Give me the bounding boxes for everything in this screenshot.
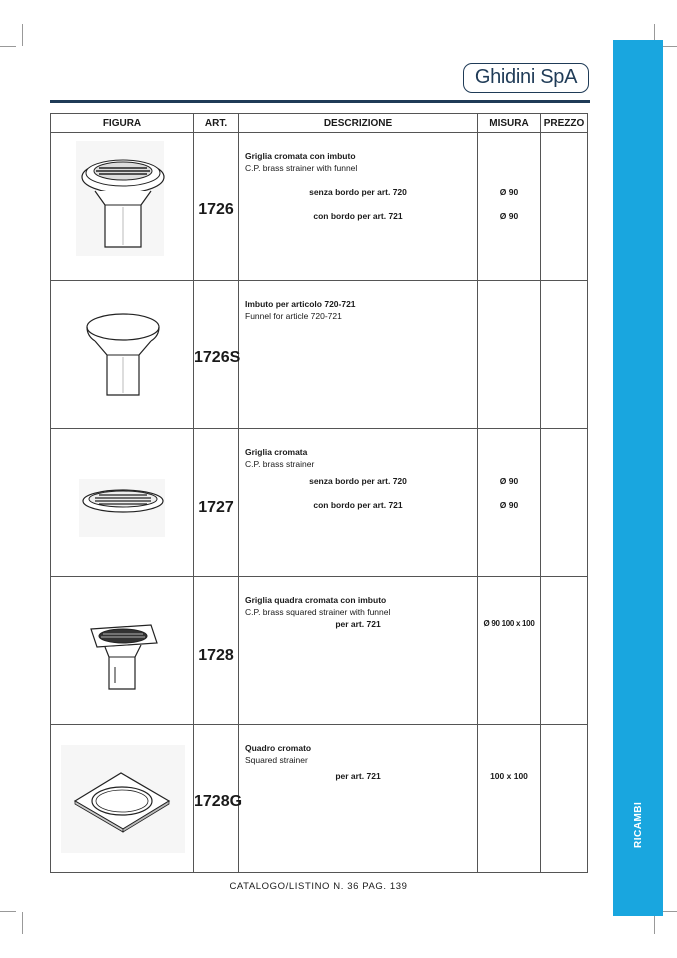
price-cell bbox=[541, 133, 588, 281]
description-cell bbox=[239, 577, 478, 725]
price-cell bbox=[541, 281, 588, 429]
price-cell bbox=[541, 725, 588, 873]
price-cell bbox=[541, 577, 588, 725]
square-strainer-with-funnel-icon bbox=[51, 577, 194, 724]
option-text: con bordo per art. 721 bbox=[313, 211, 403, 221]
side-tab-label: RICAMBI bbox=[633, 801, 644, 848]
measure-cell bbox=[478, 133, 541, 281]
side-tab bbox=[613, 40, 663, 916]
round-strainer-icon bbox=[51, 429, 194, 576]
header-figura: FIGURA bbox=[51, 114, 194, 133]
table-row bbox=[51, 281, 588, 429]
header-art: ART. bbox=[194, 114, 239, 133]
description-cell bbox=[239, 725, 478, 873]
header-misura: MISURA bbox=[478, 114, 541, 133]
measure-cell bbox=[478, 577, 541, 725]
measure-cell bbox=[478, 725, 541, 873]
art-cell bbox=[194, 429, 239, 577]
price-cell bbox=[541, 429, 588, 577]
description-subtitle: C.P. brass squared strainer with funnel bbox=[245, 607, 391, 617]
square-frame-icon bbox=[51, 725, 194, 872]
measure-value: Ø 90 bbox=[499, 476, 519, 486]
catalog-table bbox=[50, 113, 588, 873]
art-number: 1728G bbox=[194, 793, 243, 810]
description-title: Griglia quadra cromata con imbuto bbox=[245, 595, 387, 605]
crop-mark bbox=[0, 46, 16, 47]
page-footer: CATALOGO/LISTINO N. 36 PAG. 139 bbox=[229, 881, 408, 892]
description-subtitle: C.P. brass strainer with funnel bbox=[245, 163, 358, 173]
option-text: senza bordo per art. 720 bbox=[309, 187, 407, 197]
table-row bbox=[51, 577, 588, 725]
description-title: Quadro cromato bbox=[245, 743, 312, 753]
figure-cell bbox=[51, 725, 194, 873]
measure-value: Ø 90 bbox=[499, 187, 519, 197]
option-text: per art. 721 bbox=[335, 619, 381, 629]
measure-cell bbox=[478, 281, 541, 429]
table-row bbox=[51, 725, 588, 873]
table-row bbox=[51, 133, 588, 281]
description-cell bbox=[239, 133, 478, 281]
measure-value: Ø 90 bbox=[499, 211, 519, 221]
crop-mark bbox=[661, 46, 677, 47]
crop-mark bbox=[0, 911, 16, 912]
measure-value: Ø 90 bbox=[499, 500, 519, 510]
option-text: per art. 721 bbox=[335, 771, 381, 781]
table-header-row bbox=[51, 114, 588, 133]
description-subtitle: Funnel for article 720-721 bbox=[245, 311, 342, 321]
description-subtitle: C.P. brass strainer bbox=[245, 459, 315, 469]
header-descrizione: DESCRIZIONE bbox=[239, 114, 478, 133]
description-subtitle: Squared strainer bbox=[245, 755, 308, 765]
table-row bbox=[51, 429, 588, 577]
art-cell bbox=[194, 725, 243, 873]
art-cell bbox=[194, 577, 239, 725]
art-number: 1728 bbox=[198, 647, 234, 664]
header-rule bbox=[50, 100, 590, 103]
art-cell bbox=[194, 133, 239, 281]
description-cell bbox=[239, 281, 478, 429]
crop-mark bbox=[22, 912, 23, 934]
art-cell bbox=[194, 281, 239, 429]
crop-mark bbox=[22, 24, 23, 46]
description-title: Imbuto per articolo 720-721 bbox=[245, 299, 356, 309]
figure-cell bbox=[51, 133, 194, 281]
option-text: senza bordo per art. 720 bbox=[309, 476, 407, 486]
art-number: 1726S bbox=[194, 349, 241, 366]
measure-value: 100 x 100 bbox=[490, 771, 528, 781]
description-title: Griglia cromata con imbuto bbox=[245, 151, 356, 161]
description-cell bbox=[239, 429, 478, 577]
header-prezzo: PREZZO bbox=[541, 114, 588, 133]
figure-cell bbox=[51, 429, 194, 577]
crop-mark bbox=[661, 911, 677, 912]
figure-cell bbox=[51, 281, 194, 429]
measure-value: Ø 90 100 x 100 bbox=[483, 619, 535, 628]
option-text: con bordo per art. 721 bbox=[313, 500, 403, 510]
figure-cell bbox=[51, 577, 194, 725]
art-number: 1727 bbox=[198, 499, 234, 516]
funnel-icon bbox=[51, 281, 194, 428]
art-number: 1726 bbox=[198, 201, 234, 218]
measure-cell bbox=[478, 429, 541, 577]
description-title: Griglia cromata bbox=[245, 447, 308, 457]
round-strainer-with-funnel-icon bbox=[51, 133, 194, 280]
brand-logo: Ghidini SpA bbox=[463, 63, 589, 93]
